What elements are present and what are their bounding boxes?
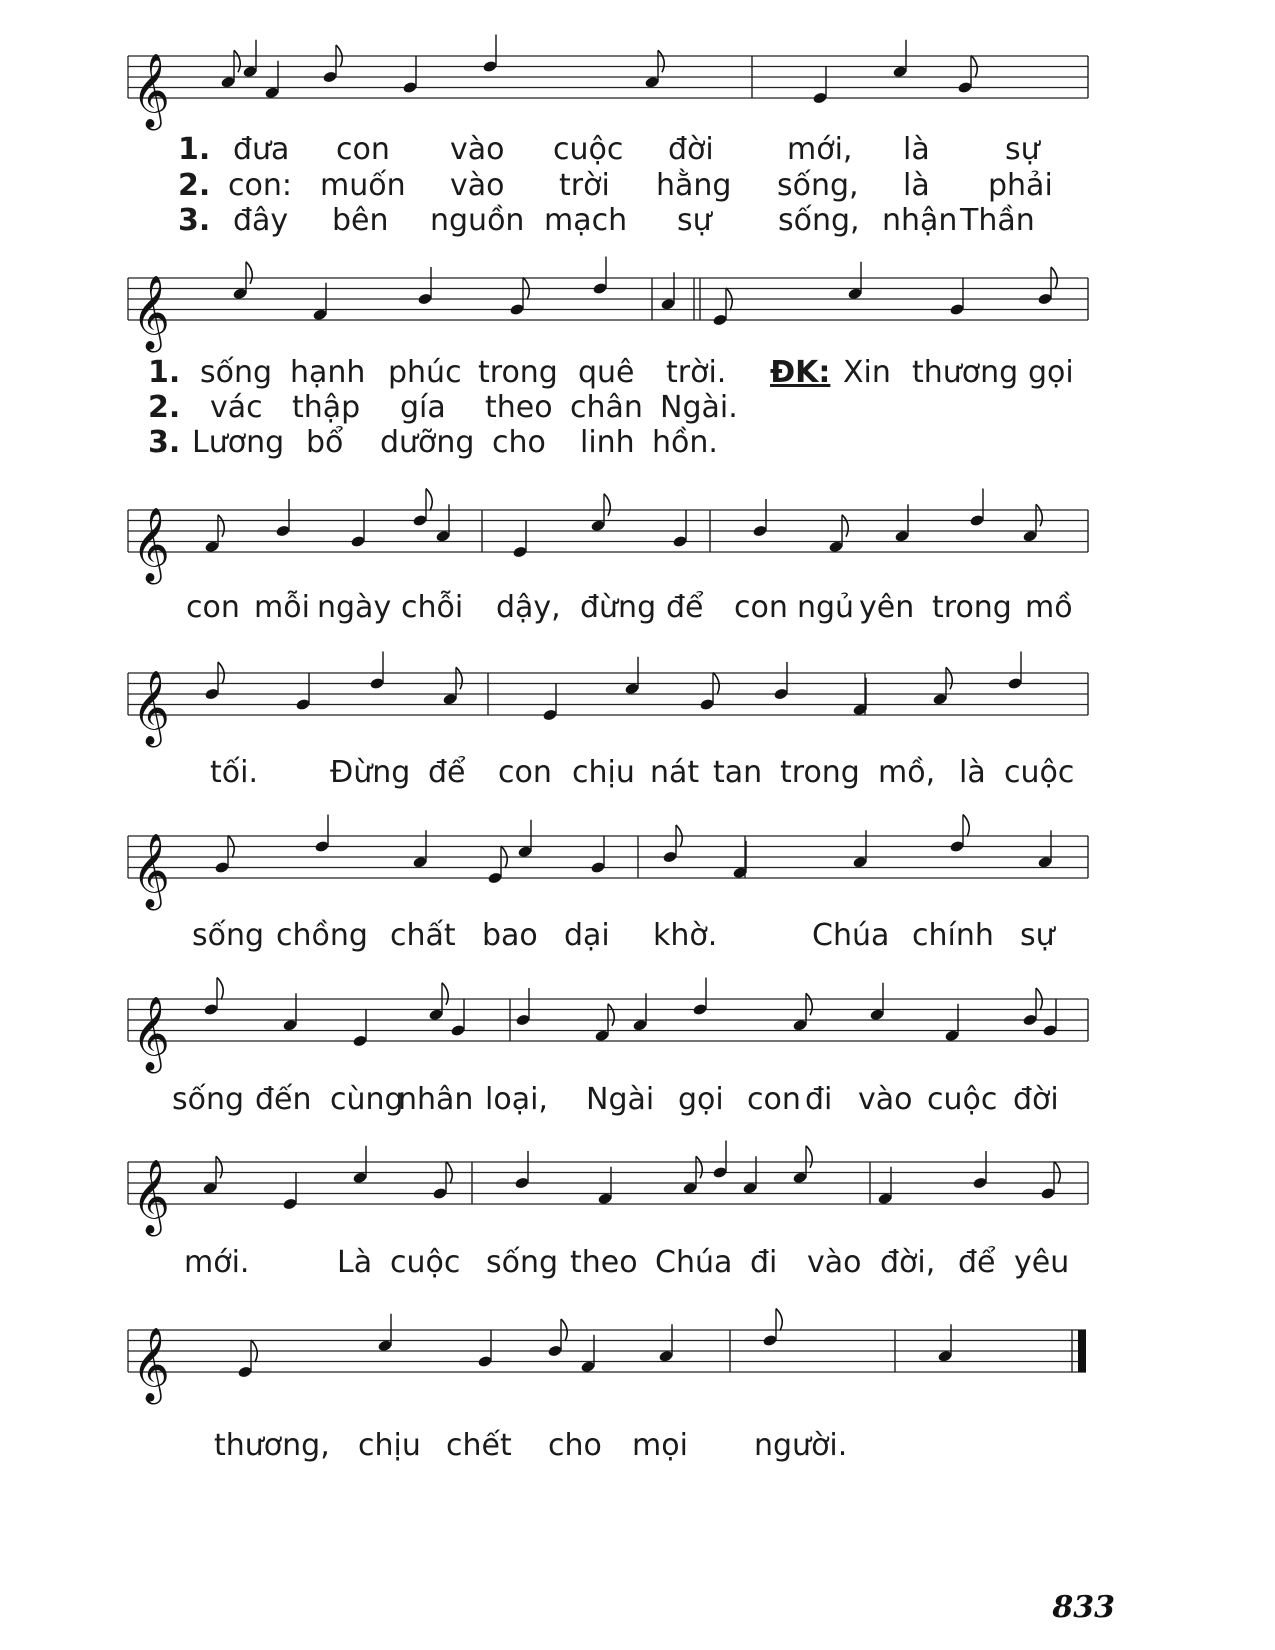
lyric-syllable: sống <box>200 355 273 390</box>
note-flag <box>456 667 462 689</box>
note-flag <box>217 978 223 1000</box>
lyric-syllable: sự <box>1020 918 1055 953</box>
lyric-syllable: sống, <box>777 168 859 203</box>
verse-number: 3. <box>178 203 211 238</box>
lyric-syllable: ngủ <box>797 590 855 625</box>
note-flag <box>806 1146 812 1168</box>
lyric-syllable: hồn. <box>652 425 718 460</box>
note-flag <box>806 993 812 1015</box>
lyric-syllable: bên <box>332 203 389 238</box>
lyric-syllable: sống <box>486 1245 559 1280</box>
treble-clef-icon: 𝄞 <box>132 834 170 908</box>
lyric-line <box>130 168 1130 208</box>
lyric-syllable: Đừng <box>330 755 411 790</box>
treble-clef-icon: 𝄞 <box>132 997 170 1071</box>
lyric-syllable: nguồn <box>430 203 525 238</box>
lyric-syllable: sống <box>172 1082 245 1117</box>
lyric-syllable: hằng <box>656 168 732 203</box>
lyric-line <box>130 425 1130 465</box>
lyric-syllable: đời, <box>880 1245 936 1280</box>
lyric-syllable: cùng <box>330 1082 404 1117</box>
lyric-syllable: Thần <box>960 203 1035 238</box>
lyric-syllable: đây <box>233 203 289 238</box>
lyric-syllable: trong <box>932 590 1012 625</box>
lyric-syllable: tan <box>713 755 763 790</box>
note-flag <box>246 262 252 284</box>
lyric-syllable: mới. <box>184 1245 250 1280</box>
refrain-marker: ĐK: <box>770 355 831 390</box>
lyric-syllable: thương <box>912 355 1019 390</box>
note-flag <box>946 667 952 689</box>
lyric-syllable: thương, <box>214 1428 330 1463</box>
lyric-syllable: mỗi <box>254 590 310 625</box>
lyric-syllable: đưa <box>233 132 290 167</box>
lyric-syllable: yêu <box>1014 1245 1070 1280</box>
note-flag <box>1036 504 1042 526</box>
lyric-syllable: mồ <box>1025 590 1073 625</box>
lyric-syllable: chân <box>570 390 643 425</box>
lyric-syllable: Là <box>337 1245 373 1280</box>
lyric-syllable: bao <box>482 918 538 953</box>
note-flag <box>604 494 610 516</box>
lyric-line <box>130 1082 1130 1122</box>
lyric-syllable: sự <box>677 203 712 238</box>
lyric-syllable: trời. <box>666 355 727 390</box>
lyric-syllable: cho <box>492 425 546 460</box>
lyric-syllable: nát <box>650 755 700 790</box>
treble-clef-icon: 𝄞 <box>132 671 170 745</box>
lyric-syllable: đừng <box>580 590 657 625</box>
lyric-syllable: vào <box>450 132 505 167</box>
lyric-line <box>130 132 1130 172</box>
lyric-syllable: vào <box>858 1082 913 1117</box>
lyric-syllable: con <box>734 590 788 625</box>
treble-clef-icon: 𝄞 <box>132 276 170 350</box>
page-number: 833 <box>1052 1590 1115 1625</box>
lyric-syllable: chỗi <box>401 590 464 625</box>
treble-clef-icon: 𝄞 <box>132 508 170 582</box>
verse-number: 1. <box>148 355 181 390</box>
lyric-syllable: mồ, <box>878 755 936 790</box>
lyric-syllable: theo <box>570 1245 638 1280</box>
lyric-syllable: con <box>186 590 240 625</box>
lyric-syllable: trời <box>559 168 610 203</box>
lyric-syllable: phải <box>988 168 1053 203</box>
lyric-syllable: phúc <box>388 355 462 390</box>
lyric-syllable: sống <box>192 918 265 953</box>
lyric-syllable: theo <box>485 390 553 425</box>
lyric-syllable: loại, <box>485 1082 548 1117</box>
lyric-syllable: là <box>959 755 986 790</box>
lyric-syllable: hạnh <box>290 355 366 390</box>
lyric-syllable: người. <box>754 1428 848 1463</box>
lyric-syllable: nhân <box>398 1082 474 1117</box>
lyric-syllable: trong <box>780 755 860 790</box>
lyric-syllable: Chúa <box>812 918 890 953</box>
lyric-syllable: ngày <box>317 590 392 625</box>
lyric-syllable: nhận <box>882 203 958 238</box>
lyric-syllable: cuộc <box>390 1245 461 1280</box>
lyric-line <box>130 203 1130 243</box>
lyric-syllable: con <box>747 1082 801 1117</box>
lyric-syllable: gọi <box>1028 355 1074 390</box>
lyric-syllable: quê <box>578 355 635 390</box>
lyric-syllable: cuộc <box>553 132 624 167</box>
lyric-syllable: là <box>903 132 930 167</box>
lyric-syllable: là <box>903 168 930 203</box>
final-barline-thick <box>1078 1330 1086 1372</box>
lyric-syllable: trong <box>478 355 558 390</box>
lyric-syllable: yên <box>859 590 915 625</box>
lyric-line <box>130 918 1130 958</box>
lyric-syllable: chết <box>446 1428 512 1463</box>
note-flag <box>442 983 448 1005</box>
lyric-syllable: để <box>666 590 704 625</box>
lyric-syllable: để <box>958 1245 996 1280</box>
lyric-syllable: chịu <box>358 1428 421 1463</box>
lyric-syllable: chính <box>912 918 994 953</box>
lyric-syllable: cuộc <box>1004 755 1075 790</box>
lyric-syllable: đời <box>668 132 714 167</box>
lyric-line <box>130 1245 1130 1285</box>
lyric-syllable: mới, <box>787 132 853 167</box>
lyric-syllable: con: <box>228 168 292 203</box>
lyric-syllable: mạch <box>544 203 628 238</box>
treble-clef-icon: 𝄞 <box>132 1160 170 1234</box>
treble-clef-icon: 𝄞 <box>132 54 170 128</box>
lyric-syllable: Chúa <box>655 1245 733 1280</box>
lyric-syllable: đi <box>750 1245 778 1280</box>
lyric-syllable: Xin <box>843 355 891 390</box>
lyric-syllable: sự <box>1005 132 1040 167</box>
lyric-syllable: Ngài <box>586 1082 655 1117</box>
lyric-syllable: khờ. <box>653 918 718 953</box>
treble-clef-icon: 𝄞 <box>132 1328 170 1402</box>
lyric-line <box>130 755 1130 795</box>
lyric-syllable: vào <box>807 1245 862 1280</box>
verse-number: 2. <box>178 168 211 203</box>
lyric-line <box>130 390 1130 430</box>
lyric-syllable: để <box>428 755 466 790</box>
lyric-syllable: dậy, <box>496 590 561 625</box>
lyric-syllable: đi <box>805 1082 833 1117</box>
lyric-syllable: gía <box>400 390 446 425</box>
note-flag <box>776 1309 782 1331</box>
lyric-line <box>130 355 1130 395</box>
note-flag <box>963 815 969 837</box>
lyric-syllable: đến <box>255 1082 312 1117</box>
lyric-syllable: vác <box>210 390 263 425</box>
lyric-syllable: con <box>336 132 390 167</box>
lyric-syllable: Ngài. <box>660 390 738 425</box>
note-flag <box>218 515 224 537</box>
lyric-syllable: bổ <box>306 425 344 460</box>
note-flag <box>658 50 664 72</box>
note-flag <box>842 515 848 537</box>
lyric-syllable: vào <box>450 168 505 203</box>
lyric-syllable: chồng <box>276 918 368 953</box>
lyric-syllable: gọi <box>678 1082 724 1117</box>
note-flag <box>216 1156 222 1178</box>
lyric-syllable: cho <box>548 1428 602 1463</box>
lyric-syllable: con <box>498 755 552 790</box>
lyric-syllable: muốn <box>320 168 406 203</box>
lyric-syllable: dưỡng <box>380 425 475 460</box>
lyric-syllable: linh <box>580 425 635 460</box>
lyric-syllable: dại <box>564 918 610 953</box>
note-flag <box>696 1156 702 1178</box>
verse-number: 3. <box>148 425 181 460</box>
note-flag <box>234 50 240 72</box>
lyric-syllable: cuộc <box>927 1082 998 1117</box>
verse-number: 1. <box>178 132 211 167</box>
note-flag <box>426 489 432 511</box>
lyric-syllable: chất <box>390 918 456 953</box>
lyric-line <box>130 1428 1130 1468</box>
lyric-syllable: chịu <box>572 755 635 790</box>
lyric-syllable: sống, <box>778 203 860 238</box>
note-flag <box>608 1004 614 1026</box>
lyric-line <box>130 590 1130 630</box>
lyric-syllable: mọi <box>632 1428 688 1463</box>
lyric-syllable: đời <box>1013 1082 1059 1117</box>
lyric-syllable: tối. <box>210 755 258 790</box>
lyric-syllable: Lương <box>192 425 285 460</box>
verse-number: 2. <box>148 390 181 425</box>
lyric-syllable: thập <box>292 390 361 425</box>
